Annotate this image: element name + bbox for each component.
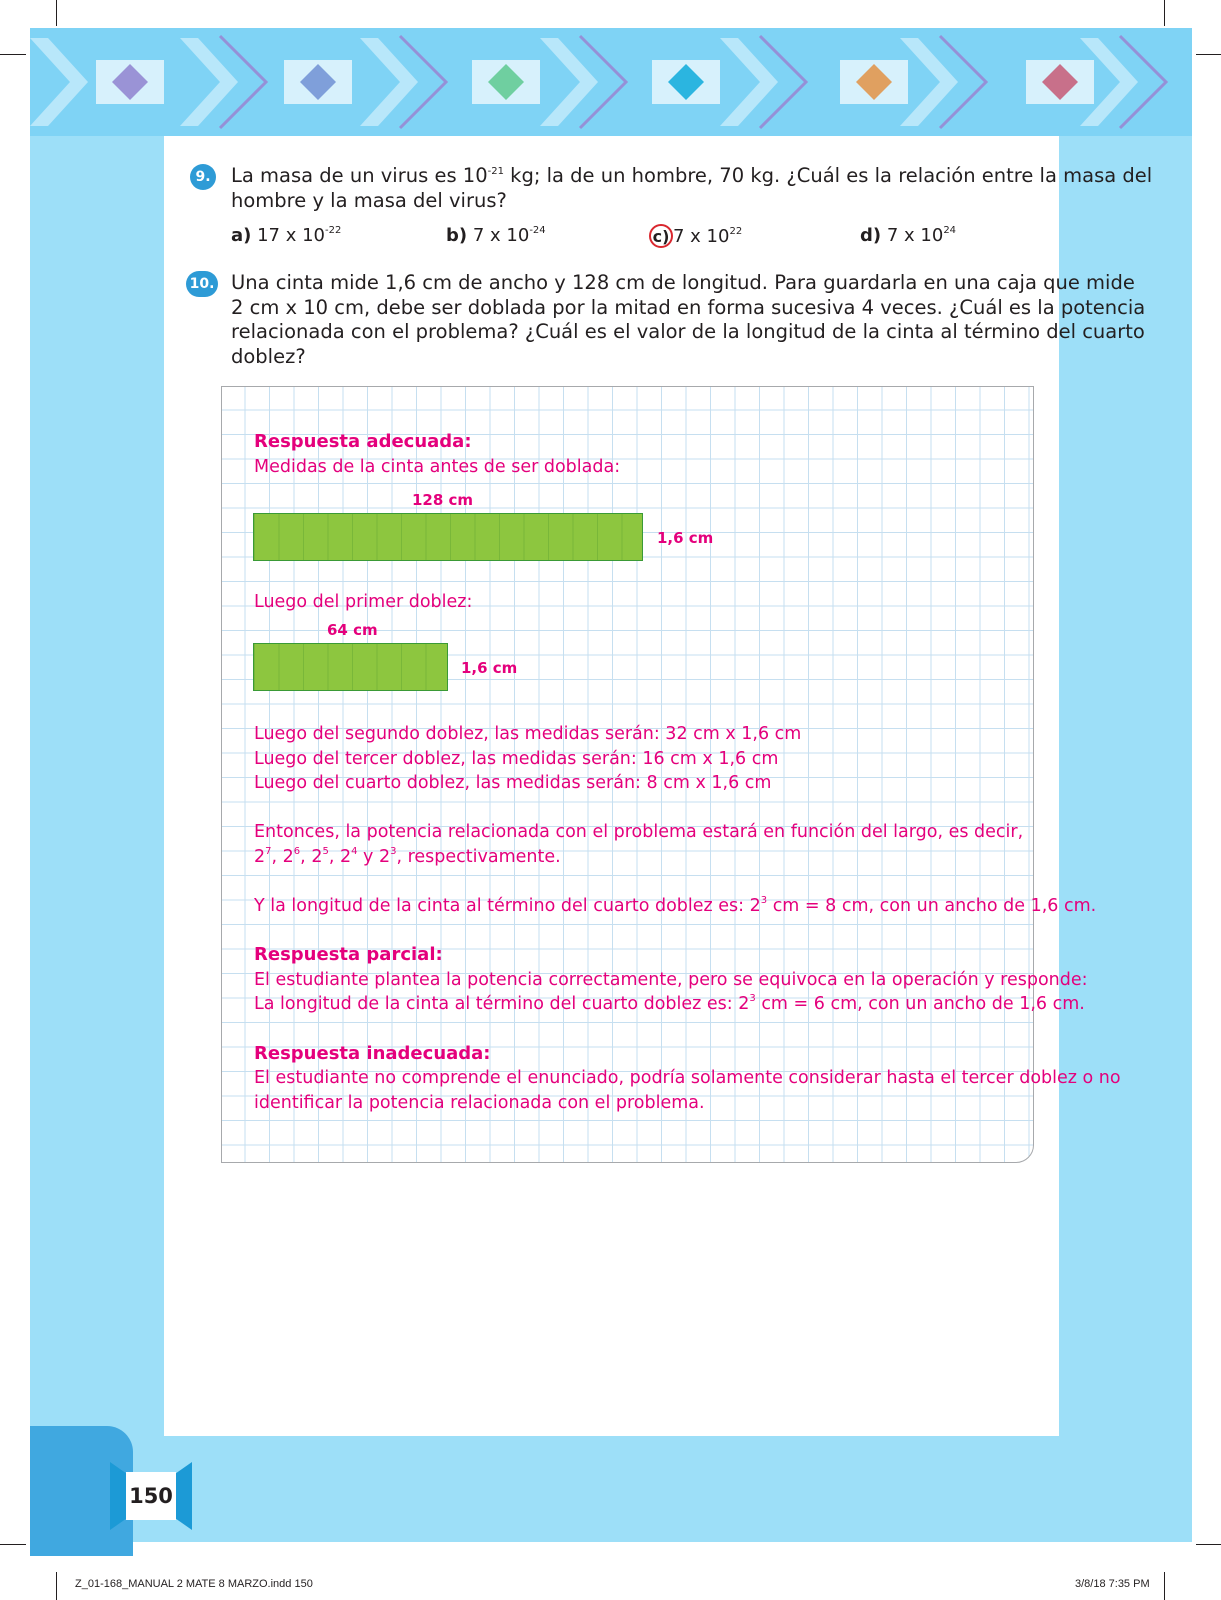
crop-mark — [56, 0, 57, 26]
separator: , — [271, 847, 283, 867]
ribbon-bar-128 — [253, 513, 643, 561]
question-10-text — [231, 271, 1145, 369]
option-letter: c) — [649, 224, 673, 248]
fourth-fold-text: Luego del cuarto doblez, las medidas serán: 8 cm x 1,6 cm — [254, 773, 772, 793]
final-post: cm = 8 cm, con un ancho de 1,6 cm. — [767, 896, 1097, 916]
inadequate-line-2: identificar la potencia relacionada con el problema. — [254, 1093, 705, 1113]
page-number-badge — [110, 1462, 192, 1530]
option-value: 7 x 10 — [467, 225, 530, 246]
power-exp: 5 — [322, 846, 329, 857]
q10-line-3: relacionada con el problema? ¿Cuál es el valor de la longitud de la cinta al término del cuarto — [231, 320, 1145, 343]
power-exp: 7 — [265, 846, 272, 857]
partial-line-1: El estudiante plantea la potencia correctamente, pero se equivoca en la operación y responde: — [254, 970, 1088, 990]
bar1-width-label: 1,6 cm — [657, 529, 714, 547]
option-c[interactable] — [652, 224, 742, 249]
bar2-width-label: 1,6 cm — [461, 659, 518, 677]
option-exponent: -22 — [325, 225, 342, 236]
power-base: 2 — [282, 847, 294, 867]
partial-answer-title: Respuesta parcial: — [254, 944, 443, 965]
separator: , — [300, 847, 312, 867]
page-number: 150 — [129, 1484, 173, 1508]
option-value: 7 x 10 — [881, 225, 944, 246]
ribbon-bar-64 — [253, 643, 448, 691]
crop-mark — [1164, 1572, 1165, 1600]
option-exponent: -24 — [529, 225, 546, 236]
option-letter: a) — [231, 225, 252, 246]
power-exp: 6 — [293, 846, 301, 857]
power-base: 2 — [311, 847, 323, 867]
separator: y — [357, 847, 379, 867]
power-base: 2 — [254, 847, 266, 867]
inadequate-answer-title: Respuesta inadecuada: — [254, 1043, 491, 1064]
q9-text-pre: La masa de un virus es 10 — [231, 164, 488, 187]
final-exp: 3 — [760, 895, 768, 906]
power-exp: 3 — [390, 846, 397, 857]
bar1-length-label: 128 cm — [412, 491, 474, 509]
partial-exp: 3 — [749, 993, 756, 1004]
q9-exponent: -21 — [487, 166, 504, 177]
crop-mark — [1164, 0, 1165, 26]
conclusion-line-1: Entonces, la potencia relacionada con el problema estará en función del largo, es decir, — [254, 822, 1024, 842]
option-value: 7 x 10 — [673, 226, 730, 247]
crop-mark — [1196, 54, 1221, 55]
crop-mark — [1196, 1544, 1221, 1545]
power-exp: 4 — [351, 846, 358, 857]
decorative-banner — [30, 28, 1192, 136]
powers-tail: , respectivamente. — [396, 847, 561, 867]
final-pre: Y la longitud de la cinta al término del cuarto doblez es: 2 — [254, 896, 761, 916]
partial-line-2 — [254, 992, 1085, 1017]
partial-post: cm = 6 cm, con un ancho de 1,6 cm. — [755, 994, 1085, 1014]
option-a[interactable] — [231, 224, 341, 248]
crop-mark — [0, 54, 26, 55]
q10-line-2: 2 cm x 10 cm, debe ser doblada por la mitad en forma sucesiva 4 veces. ¿Cuál es la potencia — [231, 295, 1146, 319]
third-fold-text: Luego del tercer doblez, las medidas serán: 16 cm x 1,6 cm — [254, 749, 779, 769]
adequate-answer-title: Respuesta adecuada: — [254, 431, 472, 452]
crop-mark — [56, 1572, 57, 1600]
option-d[interactable] — [860, 224, 956, 248]
option-letter: b) — [446, 225, 468, 246]
question-9-number: 9. — [190, 164, 216, 190]
bar2-length-label: 64 cm — [327, 621, 378, 639]
separator: , — [328, 847, 340, 867]
option-letter: d) — [860, 225, 882, 246]
second-fold-text: Luego del segundo doblez, las medidas serán: 32 cm x 1,6 cm — [254, 724, 802, 744]
final-answer-line — [254, 894, 1096, 919]
partial-pre: La longitud de la cinta al término del cuarto doblez es: 2 — [254, 994, 750, 1014]
question-10-number: 10. — [186, 271, 218, 297]
powers-line — [254, 845, 561, 870]
option-value: 17 x 10 — [251, 225, 326, 246]
footer-file: Z_01-168_MANUAL 2 MATE 8 MARZO.indd 150 — [75, 1578, 313, 1590]
option-exponent: 24 — [943, 225, 957, 236]
q10-line-4: doblez? — [231, 344, 306, 368]
crop-mark — [0, 1544, 26, 1545]
question-9-text — [231, 164, 1152, 213]
inadequate-line-1: El estudiante no comprende el enunciado, podría solamente considerar hasta el tercer doblez o no — [254, 1068, 1121, 1088]
first-fold-label: Luego del primer doblez: — [254, 592, 473, 612]
before-fold-label: Medidas de la cinta antes de ser doblada: — [254, 457, 621, 477]
q9-line-2: hombre y la masa del virus? — [231, 188, 507, 212]
option-b[interactable] — [446, 224, 546, 248]
diamond-pattern-icon — [30, 28, 1192, 136]
q9-text-post: kg; la de un hombre, 70 kg. ¿Cuál es la relación entre la masa del — [503, 164, 1153, 187]
footer-date: 3/8/18 7:35 PM — [1075, 1578, 1150, 1590]
q10-line-1: Una cinta mide 1,6 cm de ancho y 128 cm de longitud. Para guardarla en una caja que mide — [231, 271, 1135, 294]
option-exponent: 22 — [729, 226, 743, 237]
power-base: 2 — [378, 847, 391, 867]
power-base: 2 — [339, 847, 352, 867]
